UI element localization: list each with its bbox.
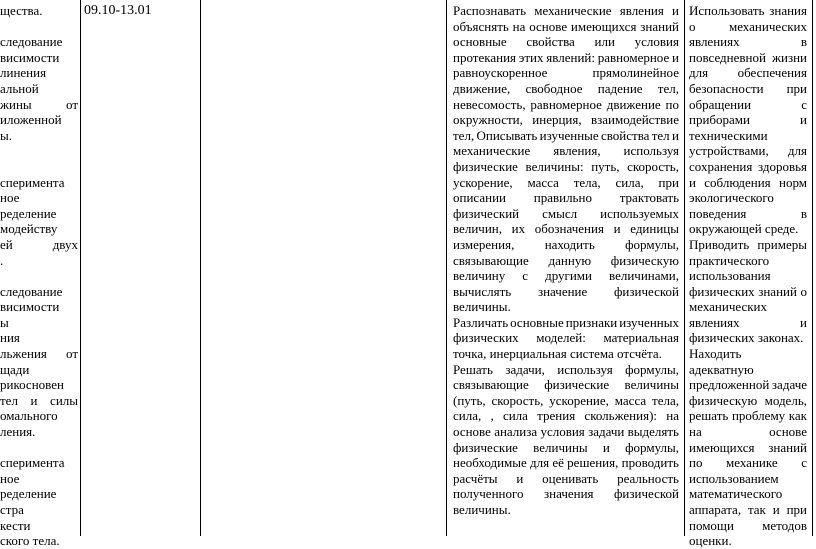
text-line: основе анализа условия задачи выделять	[453, 424, 679, 440]
text-line: ления.	[0, 424, 36, 440]
text-line: омального	[0, 408, 58, 424]
text-line: сперимента	[0, 174, 65, 190]
text-line: физический смысл используемых	[453, 205, 679, 221]
text-line: ное	[0, 190, 20, 206]
text-line: аппарата, так и при	[689, 502, 807, 517]
text-line: механических	[689, 299, 768, 315]
text-line: висимости	[0, 49, 60, 65]
text-line: оценки.	[689, 533, 732, 549]
text-line: на основе	[689, 424, 807, 440]
text-line: величин, их обозначения и единицы	[453, 221, 679, 237]
text-line: расчёты и оценивать реальность	[453, 470, 679, 486]
text-line: полученного значения физической	[453, 486, 679, 502]
text-line: (путь, скорость, ускорение, масса тела,	[453, 392, 679, 408]
text-line: висимости	[0, 299, 60, 315]
text-line: объяснять на основе имеющихся знаний	[453, 18, 679, 34]
text-line: о механических	[689, 18, 807, 34]
text-line: техническими	[689, 127, 768, 143]
text-line: физические величины и формулы,	[453, 439, 679, 455]
text-line: физические величины: путь, скорость,	[453, 158, 679, 174]
text-line	[0, 159, 78, 175]
text-line	[0, 19, 78, 35]
text-line: Использовать знания	[689, 3, 807, 18]
table-border-1	[80, 0, 81, 536]
text-line: следование	[0, 34, 63, 50]
text-line: обращении с	[689, 96, 807, 112]
applied-skills-cell	[689, 3, 807, 549]
text-line: Приводить примеры	[689, 236, 807, 252]
text-line: окружающей среде.	[689, 221, 799, 237]
text-line: ского тела.	[0, 533, 60, 549]
text-line: устройствами, для	[689, 143, 807, 159]
text-line: рикосновен	[0, 377, 64, 393]
text-line: решать проблему как	[689, 408, 807, 424]
text-line: окружности, инерция, взаимодействие	[453, 112, 679, 128]
text-line: физических моделей: материальная	[453, 330, 679, 346]
text-line: и соблюдения норм	[689, 174, 807, 190]
text-line: сохранения здоровья	[689, 158, 807, 174]
text-line: описании правильно трактовать	[453, 190, 679, 206]
text-line: кести	[0, 517, 31, 533]
text-line: Распознавать механические явления и	[453, 3, 679, 18]
text-line: ускорение, масса тела, сила, при	[453, 174, 679, 190]
text-line: ределение	[0, 205, 57, 221]
text-line: тел и силы	[0, 392, 78, 408]
text-line: практического	[689, 252, 770, 268]
text-line: измерения, находить формулы,	[453, 236, 679, 252]
text-line: ния	[0, 330, 20, 346]
text-line: протекания этих явлений: равномерное и	[453, 49, 679, 65]
text-line: для обеспечения	[689, 65, 807, 81]
text-line: экологического	[689, 190, 774, 206]
text-line: величину с другими величинами,	[453, 268, 679, 284]
text-line: приборами и	[689, 112, 807, 128]
text-line: щади	[0, 361, 30, 377]
text-line: щества.	[0, 3, 43, 18]
text-line: сперимента	[0, 455, 65, 471]
text-line: физическую модель,	[689, 392, 807, 408]
lesson-topics-cell	[0, 3, 78, 549]
text-line: точка, инерциальная система отсчёта.	[453, 346, 662, 362]
text-line	[0, 143, 78, 159]
text-line: линения	[0, 65, 47, 81]
text-line: Различать основные признаки изученных	[453, 314, 679, 330]
text-line: повседневной жизни	[689, 49, 807, 65]
text-line: основные свойства или условия	[453, 34, 679, 50]
text-line: .	[0, 252, 4, 268]
text-line	[0, 440, 78, 456]
text-line: альной	[0, 80, 39, 96]
text-line: жины от	[0, 96, 78, 112]
text-line: предложенной задаче	[689, 377, 807, 393]
text-line: имеющихся знаний	[689, 439, 807, 455]
table-border-3	[446, 0, 447, 536]
text-line: ы	[0, 314, 9, 330]
text-line: иложенной	[0, 112, 62, 128]
text-line: необходимые для её решения, проводить	[453, 455, 679, 471]
table-border-4	[684, 0, 685, 536]
text-line: явлениях в	[689, 34, 807, 50]
text-line: стра	[0, 502, 24, 517]
text-line: Решать задачи, используя формулы,	[453, 361, 679, 377]
text-line: модейству	[0, 221, 58, 237]
text-line: следование	[0, 283, 63, 299]
text-line: физических знаний о	[689, 283, 807, 299]
text-line: связывающие физические величины	[453, 377, 679, 393]
text-line: адекватную	[689, 361, 754, 377]
text-line: ей двух	[0, 236, 78, 252]
text-line	[0, 268, 78, 284]
table-border-2	[200, 0, 201, 536]
text-line: ное	[0, 470, 20, 486]
text-line: математического	[689, 486, 783, 502]
text-line: невесомость, равномерное движение по	[453, 96, 679, 112]
text-line: тел, Описывать изученные свойства тел и	[453, 127, 679, 143]
text-line: явлениях и	[689, 314, 807, 330]
text-line: сила, , сила трения скольжения): на	[453, 408, 679, 424]
text-line: движение, свободное падение тел,	[453, 80, 679, 96]
text-line: использования	[689, 268, 771, 284]
text-line: физических законах.	[689, 330, 804, 346]
text-line: льжения от	[0, 346, 78, 362]
text-line: ы.	[0, 127, 12, 143]
text-line: помощи методов	[689, 517, 807, 533]
text-line: величины.	[453, 502, 511, 517]
date-cell: 09.10-13.01	[84, 3, 152, 18]
text-line: вычислять значение физической	[453, 283, 679, 299]
table-border-5	[812, 0, 813, 536]
text-line: использованием	[689, 470, 779, 486]
learning-outcomes-cell	[453, 3, 679, 518]
text-line: равноускоренное прямолинейное	[453, 65, 679, 81]
text-line: механические явления, используя	[453, 143, 679, 159]
text-line: Находить	[689, 346, 742, 362]
text-line: ределение	[0, 486, 57, 502]
text-line: связывающие данную физическую	[453, 252, 679, 268]
text-line: по механике с	[689, 455, 807, 471]
text-line: поведения в	[689, 205, 807, 221]
text-line: величины.	[453, 299, 511, 315]
text-line: безопасности при	[689, 80, 807, 96]
